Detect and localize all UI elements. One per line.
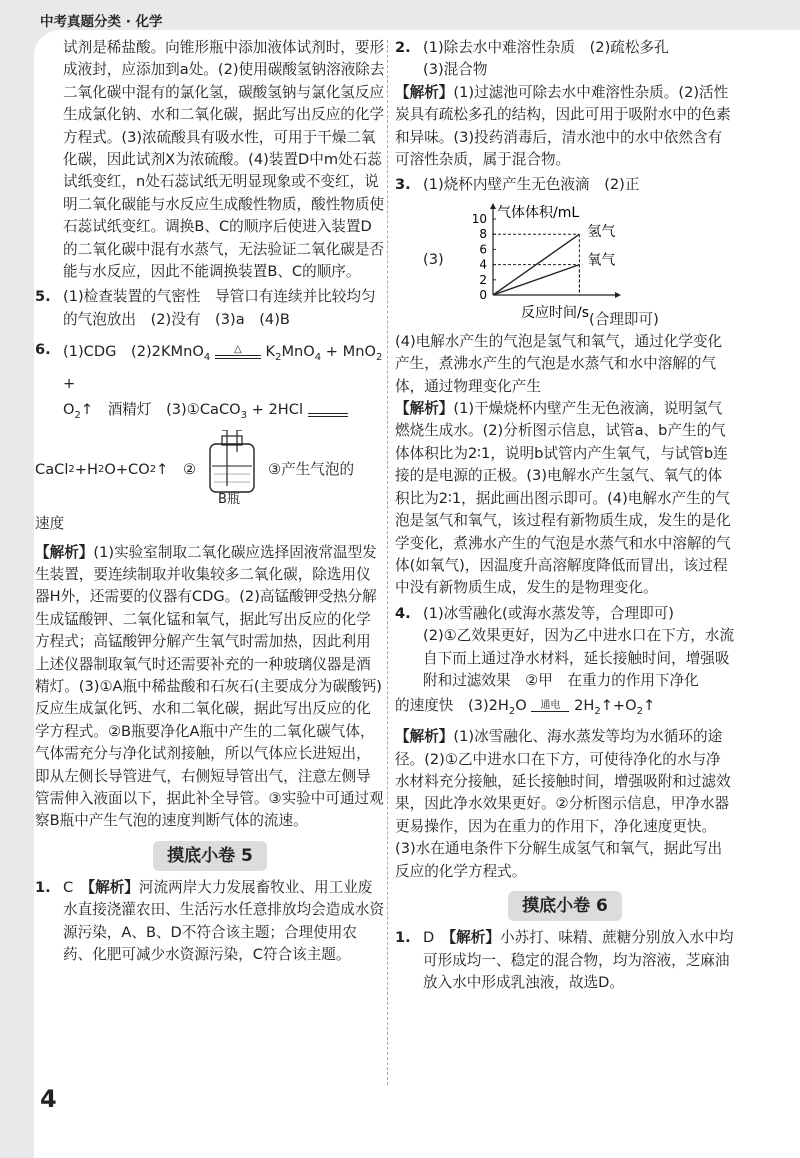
question-number: 1. [395, 929, 411, 947]
question-number: 3. [395, 176, 411, 194]
question-number: 6. [35, 341, 51, 359]
question-5 [35, 286, 385, 331]
y-axis-label: 气体体积/mL [497, 204, 580, 221]
series-label: 氢气 [587, 224, 616, 241]
q4-text: O [515, 697, 527, 715]
reaction-arrow [215, 345, 261, 359]
series-line [493, 264, 579, 294]
question-3 [395, 174, 735, 398]
page-number: 4 [40, 1085, 57, 1113]
q6-text: O [63, 401, 75, 419]
section-banner-5 [35, 841, 385, 871]
q4-analysis-continued: 试剂是稀盐酸。向锥形瓶中添加液体试剂时，要形成液封，应添加到a处。(2)使用碳酸氢钠溶液除去二氧化碳中混有的氯化氢，碳酸氢钠与氯化氢反应生成氯化钠、水和二氧化碳，据此写出反应的化学方程式。(3)浓硫酸具有吸水性，可用于干燥二氧化碳，因此试剂X为浓硫酸。(4)装置D中m处石蕊试纸变红，n处石蕊试纸无明显现象或不变红，说明二氧化碳能与水反应生成酸性物质，酸性物质使石蕊试纸变红。调换B、C的顺序后使进入装置D的二氧化碳中混有水蒸气，无法验证二氧化碳是否能与水反应，因此不能调换装置B、C的顺序。 [63, 39, 385, 281]
question-6 [35, 339, 385, 535]
left-column [35, 37, 385, 966]
analysis-label: 【解析】 [395, 728, 454, 746]
q3-sub-label: (3) [423, 250, 444, 268]
y-tick-label: 10 [471, 211, 487, 226]
q6-text: MnO [281, 343, 315, 361]
q3-answer-4: (4)电解水产生的气泡是氢气和氧气，通过化学变化产生，煮沸水产生的气泡是水蒸气和水中溶解的气体，通过物理变化产生 [395, 332, 723, 395]
bottle-label: B瓶 [218, 492, 240, 508]
analysis-text: (1)干燥烧杯内壁产生无色液滴，说明氢气燃烧生成水。(2)分析图示信息，试管a、b产生的气体体积比为2∶1，说明b试管内产生氧气，与试管b连接的是电源的正极。(3)电解水产生氢气、氧气的体积比为2∶1，据此画出图示即可。(4)电解水产生的气泡是氢气和氧气，该过程有新物质生成，发生的是化学变化，煮沸水产生的气泡是水蒸气和水中溶解的气体(如氧气)，因温度升高溶解度降低而冒出，该过程中没有新物质生成，发生的是物理变化。 [395, 400, 731, 597]
bottle-icon [202, 430, 262, 496]
q6-text: ↑ 酒精灯 (3)①CaCO [80, 401, 241, 419]
y-tick-label: 0 [479, 287, 487, 302]
subscript: 2 [275, 352, 282, 364]
q6-text: O+CO [104, 460, 150, 478]
subscript: 4 [203, 352, 211, 364]
subscript: 2 [97, 463, 105, 475]
q6-text: + 2HCl [247, 401, 304, 419]
section-title: 摸底小卷 5 [153, 841, 267, 871]
analysis-label: 【解析】 [35, 543, 94, 561]
question-number: 5. [35, 288, 51, 306]
q6-text: ↑ ② [156, 460, 197, 478]
analysis-label: 【解析】 [395, 83, 454, 101]
s6q1-content [423, 927, 735, 994]
q6-text: CaCl [35, 460, 69, 478]
analysis-text: 河流两岸大力发展畜牧业、用工业废水直接浇灌农田、生活污水任意排放均会造成水资源污染，A、B、D不符合该主题；合理使用农药、化肥可减少水资源污染，C符合该主题。 [63, 878, 385, 963]
analysis-label: 【解析】 [395, 400, 454, 418]
x-axis-label: 反应时间/s [521, 304, 590, 321]
q6-text: ③产生气泡的 [268, 460, 355, 478]
column-divider [387, 40, 388, 1085]
answer-choice: D [423, 929, 435, 947]
question-number: 4. [395, 604, 411, 622]
q4-answer-2: (2)①乙效果更好，因为乙中进水口在下方，水流自下而上通过净水材料，延长接触时间，增强吸附和过滤效果 ②甲 在重力的作用下净化 [423, 627, 735, 689]
q3-answer: (1)烧杯内壁产生无色液滴 (2)正 [423, 176, 640, 194]
gas-volume-chart [423, 199, 735, 331]
s5q1-content [63, 877, 385, 967]
analysis-text: (1)冰雪融化、海水蒸发等均为水循环的途径。(2)①乙中进水口在下方，可使待净化的水与净水材料充分接触，延长接触时间，增强吸附和过滤效果，因此净水效果更好。②分析图示信息，甲净水器更易操作，因为在重力的作用下，净化速度更快。(3)水在通电条件下分解生成氢气和氧气，据此写出反应的化学方程式。 [395, 728, 731, 880]
q4-analysis [395, 726, 735, 883]
question-number: 2. [395, 39, 411, 56]
q4-equation-line [395, 692, 735, 726]
right-column [395, 37, 735, 994]
y-axis-arrow [490, 203, 496, 209]
page-header: 中考真题分类 · 化学 [40, 14, 163, 30]
question-number: 1. [35, 878, 51, 896]
q4-text: ↑+O [600, 697, 637, 715]
analysis-text: (1)实验室制取二氧化碳应选择固液常温型发生装置，要连续制取并收集较多二氧化碳，除选用仪器H外，还需要的仪器有CDG。(2)高锰酸钾受热分解生成锰酸钾、二氧化锰和氧气，据此写出反应的化学方程式；高锰酸钾分解产生氧气时需加热，因此利用上述仪器制取氧气时还需要补充的一种玻璃仪器是酒精灯。(3)①A瓶中稀盐酸和石灰石(主要成分为碳酸钙)反应生成氯化钙、水和二氧化碳，据此写出反应的化学方程式。②B瓶要净化A瓶中产生的二氧化碳气体，气体需充分与净化试剂接触，所以气体应长进短出，即从左侧长导管进气，右侧短导管出气，注意左侧导管需伸入液面以下，据此补全导管。③实验中可通过观察B瓶中产生气泡的速度判断气体的流速。 [35, 543, 384, 830]
q4-text: ↑ [643, 697, 656, 715]
q4-text: 2H [574, 697, 595, 715]
heat-symbol: △ [234, 344, 242, 356]
y-tick-label: 4 [479, 257, 487, 272]
analysis-label: 【解析】 [448, 929, 500, 947]
q3-analysis [395, 398, 735, 600]
reaction-arrow [531, 701, 569, 712]
equals-sign [308, 403, 348, 417]
section6-question-1 [395, 927, 735, 994]
subscript: 2 [68, 463, 75, 475]
q6-text: + [63, 375, 76, 393]
subscript: 2 [74, 410, 81, 422]
q2-answer: (1)除去水中难溶性杂质 (2)疏松多孔 [423, 39, 669, 56]
series-label: 氧气 [587, 252, 616, 269]
q6-line-3 [35, 429, 385, 511]
q2-analysis [395, 82, 735, 172]
q6-text: +H [74, 460, 98, 478]
question-2 [395, 37, 735, 82]
q6-line-1 [63, 339, 385, 397]
chart-note: (合理即可) [589, 310, 659, 328]
section5-question-1 [35, 877, 385, 967]
subscript: 4 [314, 352, 322, 364]
subscript: 2 [508, 706, 516, 718]
q6-text: + MnO [321, 343, 377, 361]
q6-text: K [265, 343, 276, 361]
y-tick-label: 6 [479, 242, 487, 257]
section-banner-6 [395, 891, 735, 921]
question-4 [395, 603, 735, 693]
gas-washing-bottle-figure [202, 430, 262, 510]
q6-analysis [35, 542, 385, 833]
q6-line-4: 速度 [35, 515, 65, 533]
y-tick-label: 2 [479, 272, 487, 287]
subscript: 2 [376, 352, 383, 364]
q6-text: (1)CDG (2)2KMnO [63, 343, 204, 361]
analysis-label: 【解析】 [87, 878, 139, 896]
analysis-text: (1)过滤池可除去水中难溶性杂质。(2)活性炭具有疏松多孔的结构，因此可用于吸附水中的色素和异味。(3)投药消毒后，清水池中的水中依然含有可溶性杂质，属于混合物。 [395, 83, 731, 169]
q4-answer: (1)冰雪融化(或海水蒸发等，合理即可) [423, 604, 674, 622]
q2-answer-2: (3)混合物 [423, 61, 488, 79]
q4-text: 的速度快 (3)2H [395, 697, 509, 715]
section-title: 摸底小卷 6 [508, 891, 622, 921]
analysis-text: 小苏打、味精、蔗糖分别放入水中均可形成均一、稳定的混合物，均为溶液，芝麻油放入水中形成乳浊液，故选D。 [423, 929, 734, 991]
q6-line-2 [63, 397, 385, 429]
question-5-answer: (1)检查装置的气密性 导管口有连续并比较均匀的气泡放出 (2)没有 (3)a (4)B [63, 288, 376, 328]
subscript: 3 [240, 410, 248, 422]
x-axis-arrow [615, 292, 621, 298]
y-tick-label: 8 [479, 227, 487, 242]
subscript: 2 [149, 463, 157, 475]
subscript: 2 [594, 706, 601, 718]
electrolysis-label: 通电 [540, 699, 561, 711]
subscript: 2 [636, 706, 644, 718]
answer-choice: C [63, 878, 74, 896]
